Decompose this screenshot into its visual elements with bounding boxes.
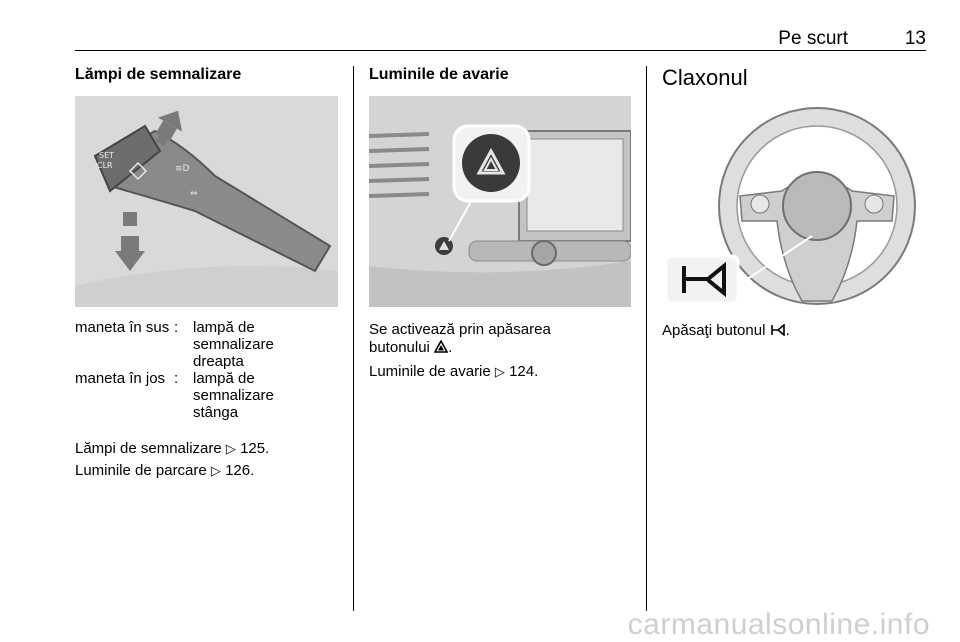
header-rule [75,50,926,51]
reference-turn-signals [75,440,269,459]
deflist-definition: lampă de semnalizare stânga [193,370,274,421]
lever-definition-list [75,319,293,421]
svg-text:CLR: CLR [97,161,113,170]
deflist-term: maneta în jos [75,370,166,387]
horn-instruction-end: . [785,322,790,339]
horn-instruction [662,322,790,340]
reference-page: 125. [240,440,270,457]
reference-page: 126. [225,462,255,479]
column-divider-1 [353,66,354,611]
deflist-term: maneta în sus [75,319,170,336]
hazard-lights-heading: Luminile de avarie [369,66,509,83]
deflist-row [75,319,293,370]
svg-text:SET: SET [99,151,115,160]
hazard-activation-text-part: butonului [369,339,430,356]
svg-text:≡D: ≡D [175,164,190,174]
hazard-button-figure [369,96,631,307]
column-divider-2 [646,66,647,611]
steering-wheel-horn-figure [662,96,926,307]
reference-text: Lămpi de semnalizare [75,440,222,457]
hazard-activation-line1: Se activează prin apăsarea [369,321,551,338]
turn-signal-lever-figure [75,96,338,307]
reference-text: Luminile de parcare [75,462,207,479]
svg-text:⇔: ⇔ [190,189,198,199]
page-reference-icon: ▷ [225,442,236,457]
deflist-definition: lampă de semnalizare dreapta [193,319,274,370]
reference-text: Luminile de avarie [369,363,491,380]
hazard-activation-line2 [369,339,551,357]
horn-instruction-text: Apăsaţi butonul [662,322,766,339]
page-reference-icon: ▷ [210,464,221,479]
turn-signals-heading: Lămpi de semnalizare [75,66,242,83]
deflist-separator: : [174,319,179,336]
horn-heading: Claxonul [662,65,748,90]
deflist-row [75,370,293,421]
reference-parking-lights [75,462,254,481]
horn-icon [770,322,786,339]
page-number: 13 [904,28,926,49]
hazard-activation-end: . [448,339,453,356]
watermark: carmanualsonline.info [627,608,930,641]
page-reference-icon: ▷ [494,365,505,380]
reference-page: 124. [509,363,539,380]
running-title: Pe scurt [778,28,848,49]
reference-hazard-lights [369,363,538,382]
deflist-separator: : [174,370,179,387]
hazard-activation-text [369,321,551,357]
hazard-warning-icon [434,339,448,356]
